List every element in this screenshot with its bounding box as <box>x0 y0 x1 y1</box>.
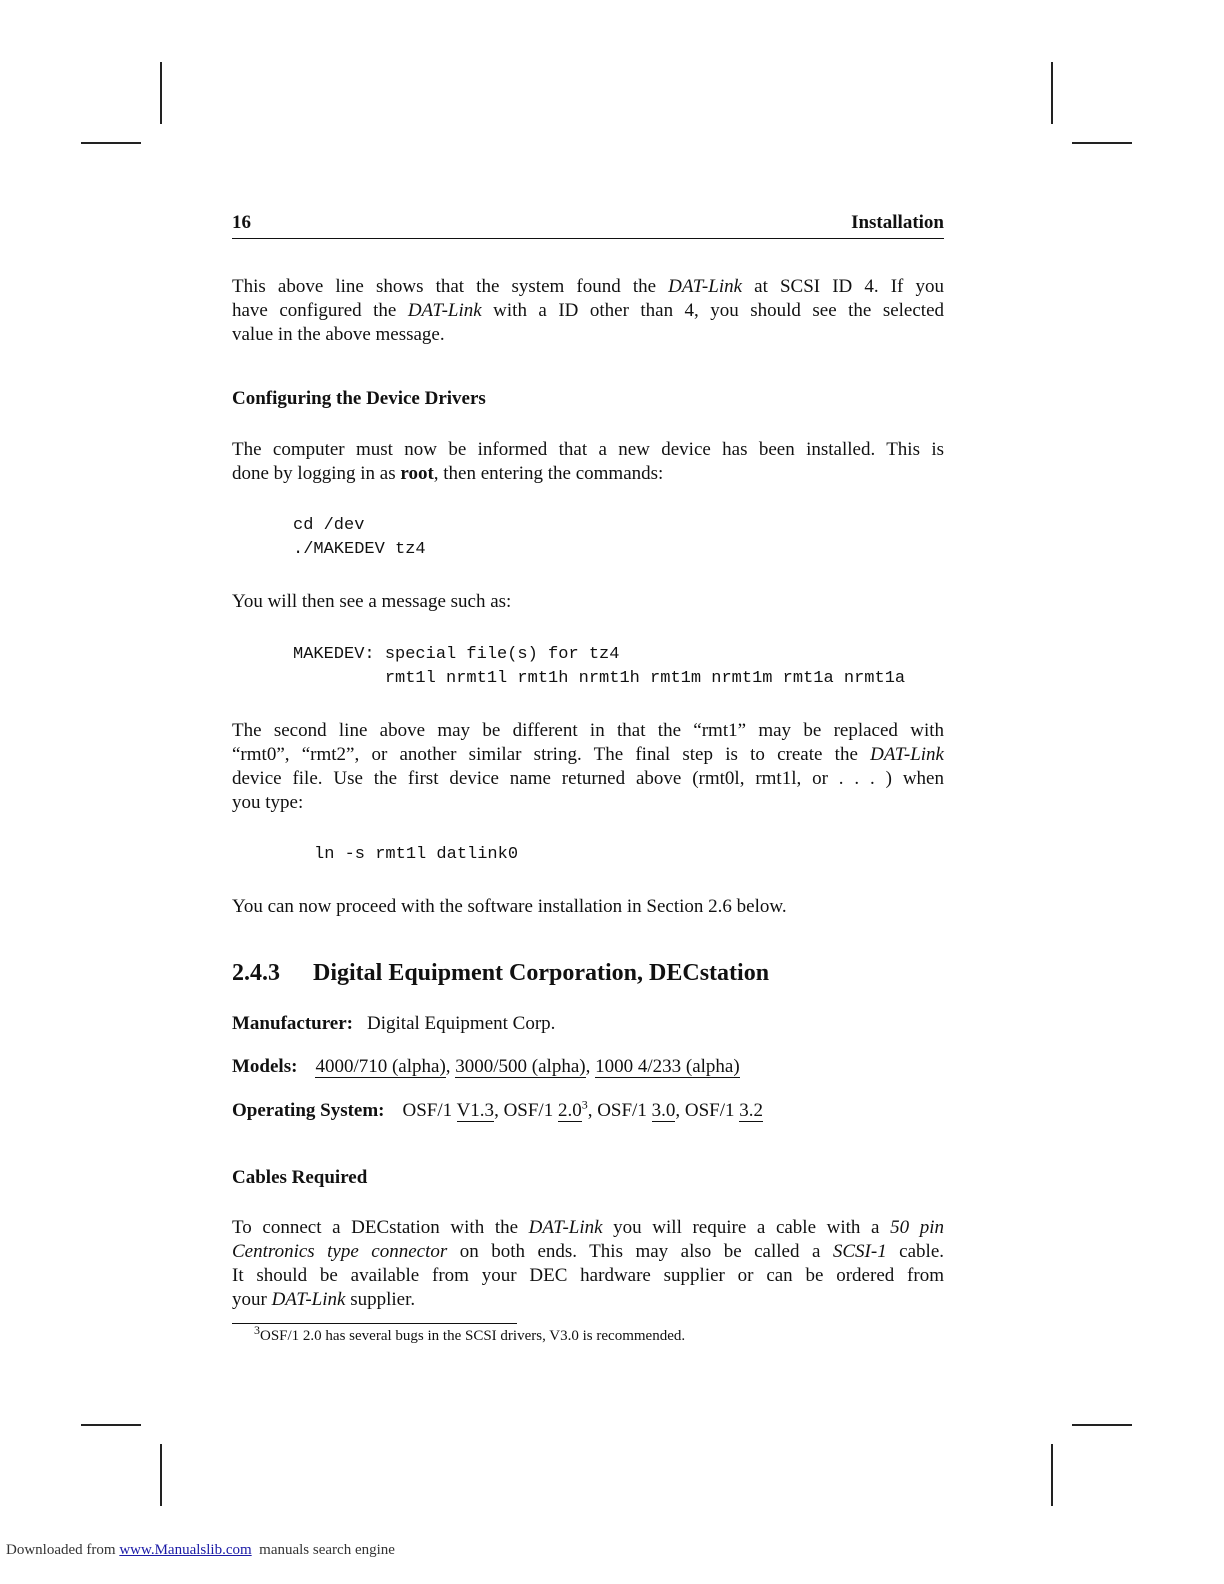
footnote-mark: 3 <box>254 1323 260 1337</box>
paragraph-configure: The computer must now be informed that a new device has been installed. This is done by logging in as root, then entering the commands: <box>232 439 944 484</box>
paragraph-cables: To connect a DECstation with the DAT-Link you will require a cable with a 50 pin Centronics type connector on both ends. This may also be called a SCSI-1 cable. It should be available from your DEC hardware supplier or can be ordered from your DAT-Link supplier. <box>232 1217 945 1310</box>
os-version: V1.3 <box>456 1100 495 1121</box>
model-item: 4000/710 (alpha) <box>315 1056 446 1077</box>
section-number: 2.4.3 <box>232 960 280 986</box>
paragraph-message: You will then see a message such as: <box>232 591 512 612</box>
header-section-title: Installation <box>851 212 944 233</box>
heading-configuring-drivers: Configuring the Device Drivers <box>232 388 486 409</box>
section-heading <box>232 960 769 987</box>
paragraph-second-line: The second line above may be different in that the “rmt1” may be replaced with “rmt0”, “rmt2”, or another similar string. The final step is to create the DAT-Link device file. Use the first device name returned above (rmt0l, rmt1l, or . . . ) when you type: <box>232 720 944 813</box>
paragraph-intro: This above line shows that the system found the DAT-Link at SCSI ID 4. If you have configured the DAT-Link with a ID other than 4, you should see the selected value in the above message. <box>232 276 944 345</box>
manufacturer-field <box>232 1013 555 1035</box>
running-header <box>232 212 944 239</box>
model-item: 3000/500 (alpha) <box>455 1056 586 1077</box>
os-version: 3.2 <box>739 1100 763 1121</box>
crop-mark <box>1051 62 1053 124</box>
code-block-link: ln -s rmt1l datlink0 <box>314 845 519 864</box>
paragraph-proceed: You can now proceed with the software installation in Section 2.6 below. <box>232 896 787 917</box>
crop-mark <box>1051 1444 1053 1506</box>
model-item: 1000 4/233 (alpha) <box>595 1056 740 1077</box>
footnote-ref: 3 <box>581 1097 588 1112</box>
section-title: Digital Equipment Corporation, DECstation <box>313 960 770 986</box>
footnote-rule <box>232 1323 517 1324</box>
models-field: Models: 4000/710 (alpha), 3000/500 (alpha), 1000 4/233 (alpha) <box>232 1056 740 1077</box>
code-block-makedev: cd /dev ./MAKEDEV tz4 <box>293 516 426 559</box>
crop-mark <box>1072 142 1132 144</box>
manufacturer-label: Manufacturer: <box>232 1013 354 1034</box>
os-label: Operating System: <box>232 1100 385 1121</box>
os-field: Operating System: OSF/1 V1.3, OSF/1 $2.0^3$, OSF/1 3.0, OSF/1 3.2 <box>232 1097 763 1121</box>
os-version: 2.0 <box>557 1100 582 1121</box>
crop-mark <box>160 62 162 124</box>
download-bar: Downloaded from www.Manualslib.com manuals search engine <box>6 1542 395 1558</box>
crop-mark <box>81 142 141 144</box>
code-block-output: MAKEDEV: special file(s) for tz4 rmt1l nrmt1l rmt1h nrmt1h rmt1m nrmt1m rmt1a nrmt1a <box>293 645 906 688</box>
manufacturer-value: Digital Equipment Corp. <box>367 1013 556 1034</box>
page-number: 16 <box>232 212 251 233</box>
models-label: Models: <box>232 1056 298 1077</box>
crop-mark <box>81 1424 141 1426</box>
heading-cables-required: Cables Required <box>232 1167 368 1188</box>
os-version: 3.0 <box>651 1100 676 1121</box>
footnote-text: OSF/1 2.0 has several bugs in the SCSI drivers, V3.0 is recommended. <box>260 1328 686 1344</box>
manualslib-link[interactable]: www.Manualslib.com <box>119 1542 252 1558</box>
crop-mark <box>1072 1424 1132 1426</box>
footnote <box>254 1323 686 1345</box>
crop-mark <box>160 1444 162 1506</box>
